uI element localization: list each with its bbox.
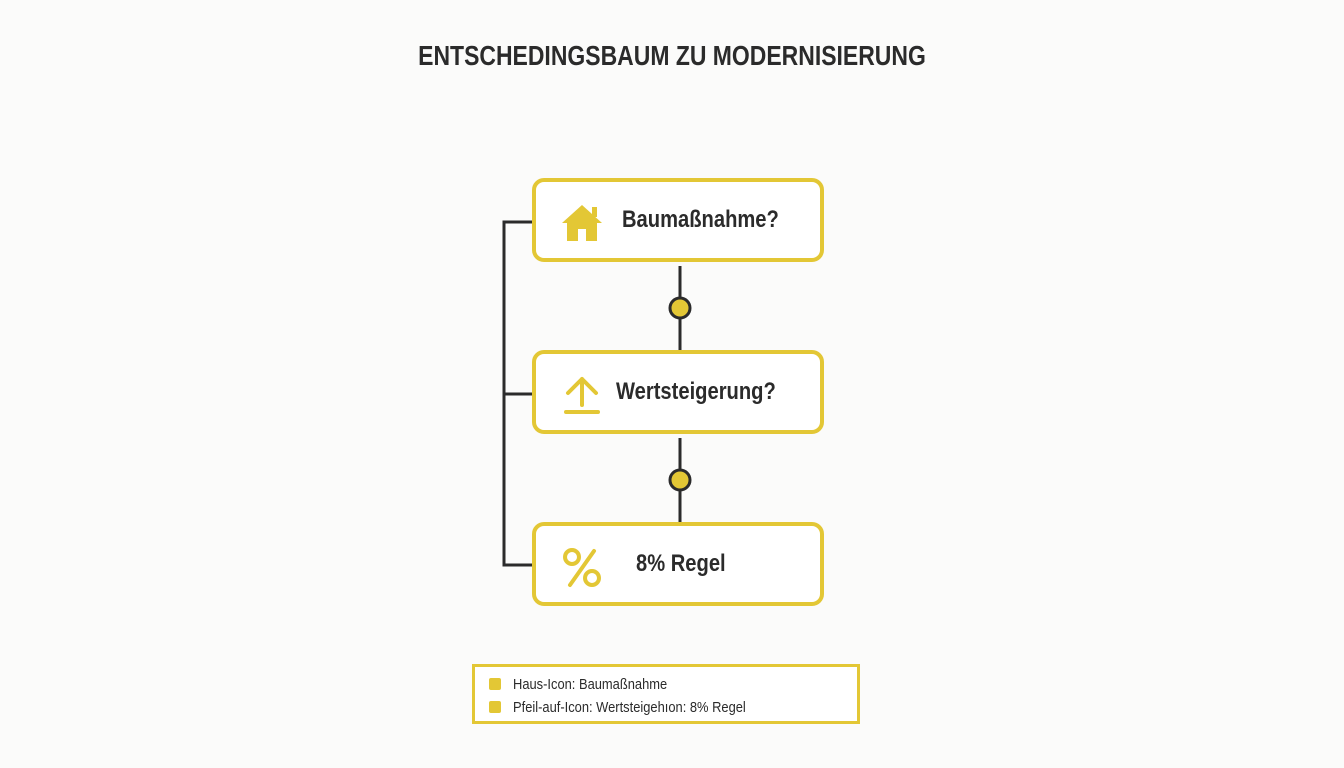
decision-node-8-prozent-regel xyxy=(532,522,824,606)
connector-dot-2 xyxy=(670,470,690,490)
decision-node-label: Baumaßnahme? xyxy=(622,206,779,233)
decision-node-baumassnahme xyxy=(532,178,824,262)
decision-node-label: 8% Regel xyxy=(636,550,726,577)
house-icon xyxy=(560,201,604,245)
percent-icon xyxy=(560,545,604,589)
legend-item xyxy=(489,697,784,719)
legend-item xyxy=(489,674,692,696)
legend-swatch xyxy=(489,678,501,690)
legend-item-label: Haus-Icon: Baumaßnahme xyxy=(513,676,668,694)
arrow-up-icon xyxy=(560,373,604,417)
legend xyxy=(472,664,860,724)
legend-swatch xyxy=(489,701,501,713)
decision-node-label: Wertsteigerung? xyxy=(616,378,776,405)
connector-dot-1 xyxy=(670,298,690,318)
decision-node-wertsteigerung xyxy=(532,350,824,434)
legend-item-label: Pfeil-auf-Icon: Wertsteigehıon: 8% Regel xyxy=(513,699,746,717)
page-title: ENTSCHEDINGSBAUM ZU MODERNISIERUNG xyxy=(418,40,926,71)
